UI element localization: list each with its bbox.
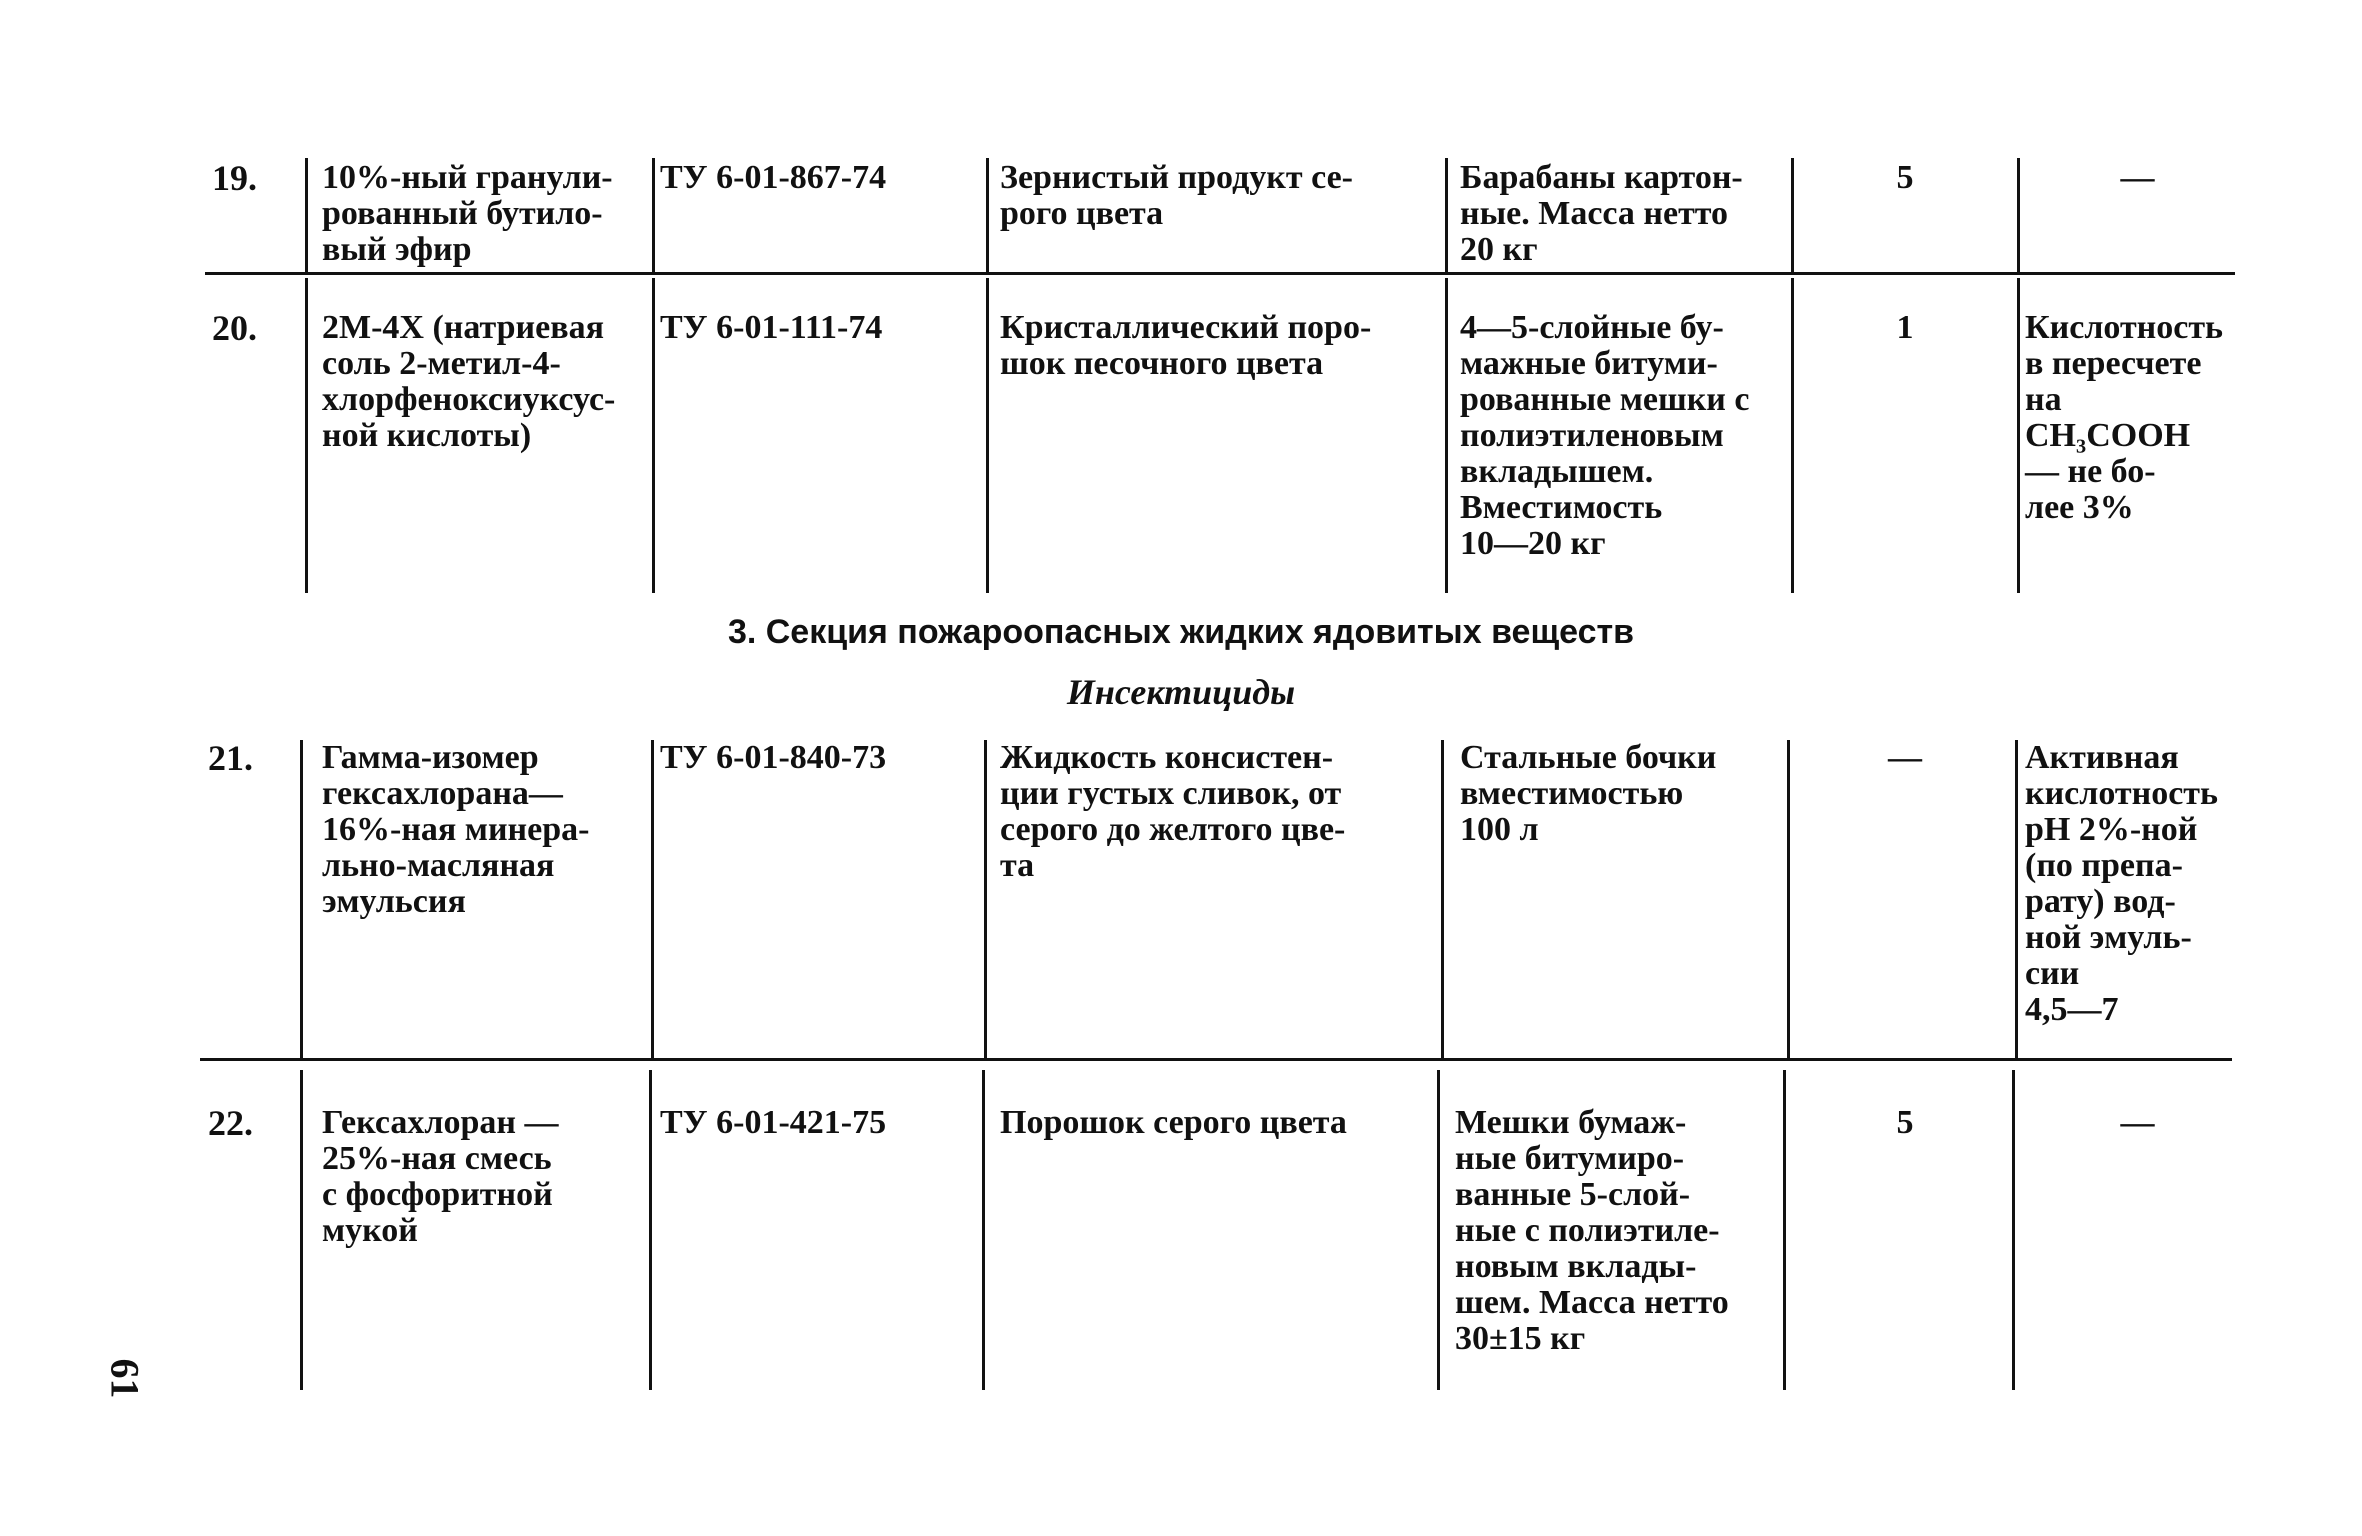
row-22-number: 22. bbox=[208, 1103, 253, 1143]
section-title: 3. Секция пожароопасных жидких ядовитых веществ bbox=[727, 613, 1635, 651]
row-separator-19-20 bbox=[205, 272, 2235, 275]
row-19-appearance: Зернистый продукт се- рого цвета bbox=[1000, 159, 1353, 232]
row-22-note: — bbox=[2120, 1104, 2155, 1141]
row-19-quantity: 5 bbox=[1896, 159, 1914, 196]
row-19-col-divider-2 bbox=[652, 158, 655, 273]
row-19-col-divider-1 bbox=[305, 158, 308, 273]
row-19-spec: ТУ 6-01-867-74 bbox=[660, 159, 887, 196]
row-20-note: Кислотность в пересчете на CH₃COOH — не бо- лее 3% bbox=[2025, 309, 2224, 526]
row-separator-21-22 bbox=[200, 1058, 2232, 1061]
page-number: 61 bbox=[102, 1358, 148, 1399]
row-20-appearance: Кристаллический поро- шок песочного цвета bbox=[1000, 309, 1372, 382]
row-20-spec: ТУ 6-01-111-74 bbox=[660, 309, 883, 346]
row-19-col-divider-4 bbox=[1445, 158, 1448, 273]
row-22-col-divider-6 bbox=[2012, 1070, 2015, 1390]
row-22-col-divider-5 bbox=[1783, 1070, 1786, 1390]
row-20-packaging: 4—5-слойные бу- мажные битуми- рованные мешки с полиэтиленовым вкладышем. Вместимость 10—20 кг bbox=[1460, 309, 1750, 562]
row-20-col-divider-1 bbox=[305, 278, 308, 593]
row-21-number: 21. bbox=[208, 738, 253, 778]
row-19-col-divider-5 bbox=[1791, 158, 1794, 273]
row-20-col-divider-6 bbox=[2017, 278, 2020, 593]
row-21-col-divider-3 bbox=[984, 740, 987, 1058]
row-21-name: Гамма-изомер гексахлорана— 16%-ная минера- льно-масляная эмульсия bbox=[322, 739, 590, 920]
row-22-appearance: Порошок серого цвета bbox=[1000, 1104, 1347, 1141]
row-19-name: 10%-ный гранули- рованный бутило- вый эфир bbox=[322, 159, 613, 268]
row-19-col-divider-6 bbox=[2017, 158, 2020, 273]
row-21-note: Активная кислотность pH 2%-ной (по препа- рату) вод- ной эмуль- сии 4,5—7 bbox=[2025, 739, 2218, 1028]
row-21-col-divider-4 bbox=[1441, 740, 1444, 1058]
row-20-col-divider-2 bbox=[652, 278, 655, 593]
row-22-col-divider-2 bbox=[649, 1070, 652, 1390]
row-21-appearance: Жидкость консистен- ции густых сливок, от серого до желтого цве- та bbox=[1000, 739, 1346, 884]
row-21-spec: ТУ 6-01-840-73 bbox=[660, 739, 887, 776]
row-20-col-divider-5 bbox=[1791, 278, 1794, 593]
row-19-packaging: Барабаны картон- ные. Масса нетто 20 кг bbox=[1460, 159, 1743, 268]
row-22-col-divider-3 bbox=[982, 1070, 985, 1390]
row-20-quantity: 1 bbox=[1896, 309, 1914, 346]
row-21-col-divider-1 bbox=[300, 740, 303, 1058]
row-21-col-divider-6 bbox=[2015, 740, 2018, 1058]
row-19-col-divider-3 bbox=[986, 158, 989, 273]
row-20-name: 2М-4Х (натриевая соль 2-метил-4- хлорфеноксиуксус- ной кислоты) bbox=[322, 309, 616, 454]
row-22-spec: ТУ 6-01-421-75 bbox=[660, 1104, 887, 1141]
row-21-col-divider-2 bbox=[651, 740, 654, 1058]
row-22-col-divider-4 bbox=[1437, 1070, 1440, 1390]
row-21-quantity: — bbox=[1888, 739, 1922, 776]
row-20-number: 20. bbox=[212, 308, 257, 348]
row-22-col-divider-1 bbox=[300, 1070, 303, 1390]
row-22-quantity: 5 bbox=[1896, 1104, 1914, 1141]
row-20-col-divider-3 bbox=[986, 278, 989, 593]
subsection-title: Инсектициды bbox=[1066, 672, 1296, 712]
row-21-col-divider-5 bbox=[1787, 740, 1790, 1058]
row-19-note: — bbox=[2120, 159, 2155, 196]
row-21-packaging: Стальные бочки вместимостью 100 л bbox=[1460, 739, 1717, 848]
row-20-col-divider-4 bbox=[1445, 278, 1448, 593]
row-19-number: 19. bbox=[212, 158, 257, 198]
row-22-name: Гексахлоран — 25%-ная смесь с фосфоритной мукой bbox=[322, 1104, 559, 1249]
row-22-packaging: Мешки бумаж- ные битумиро- ванные 5-слой- ные с полиэтиле- новым вклады- шем. Масса нетто 30±15 кг bbox=[1455, 1104, 1729, 1357]
